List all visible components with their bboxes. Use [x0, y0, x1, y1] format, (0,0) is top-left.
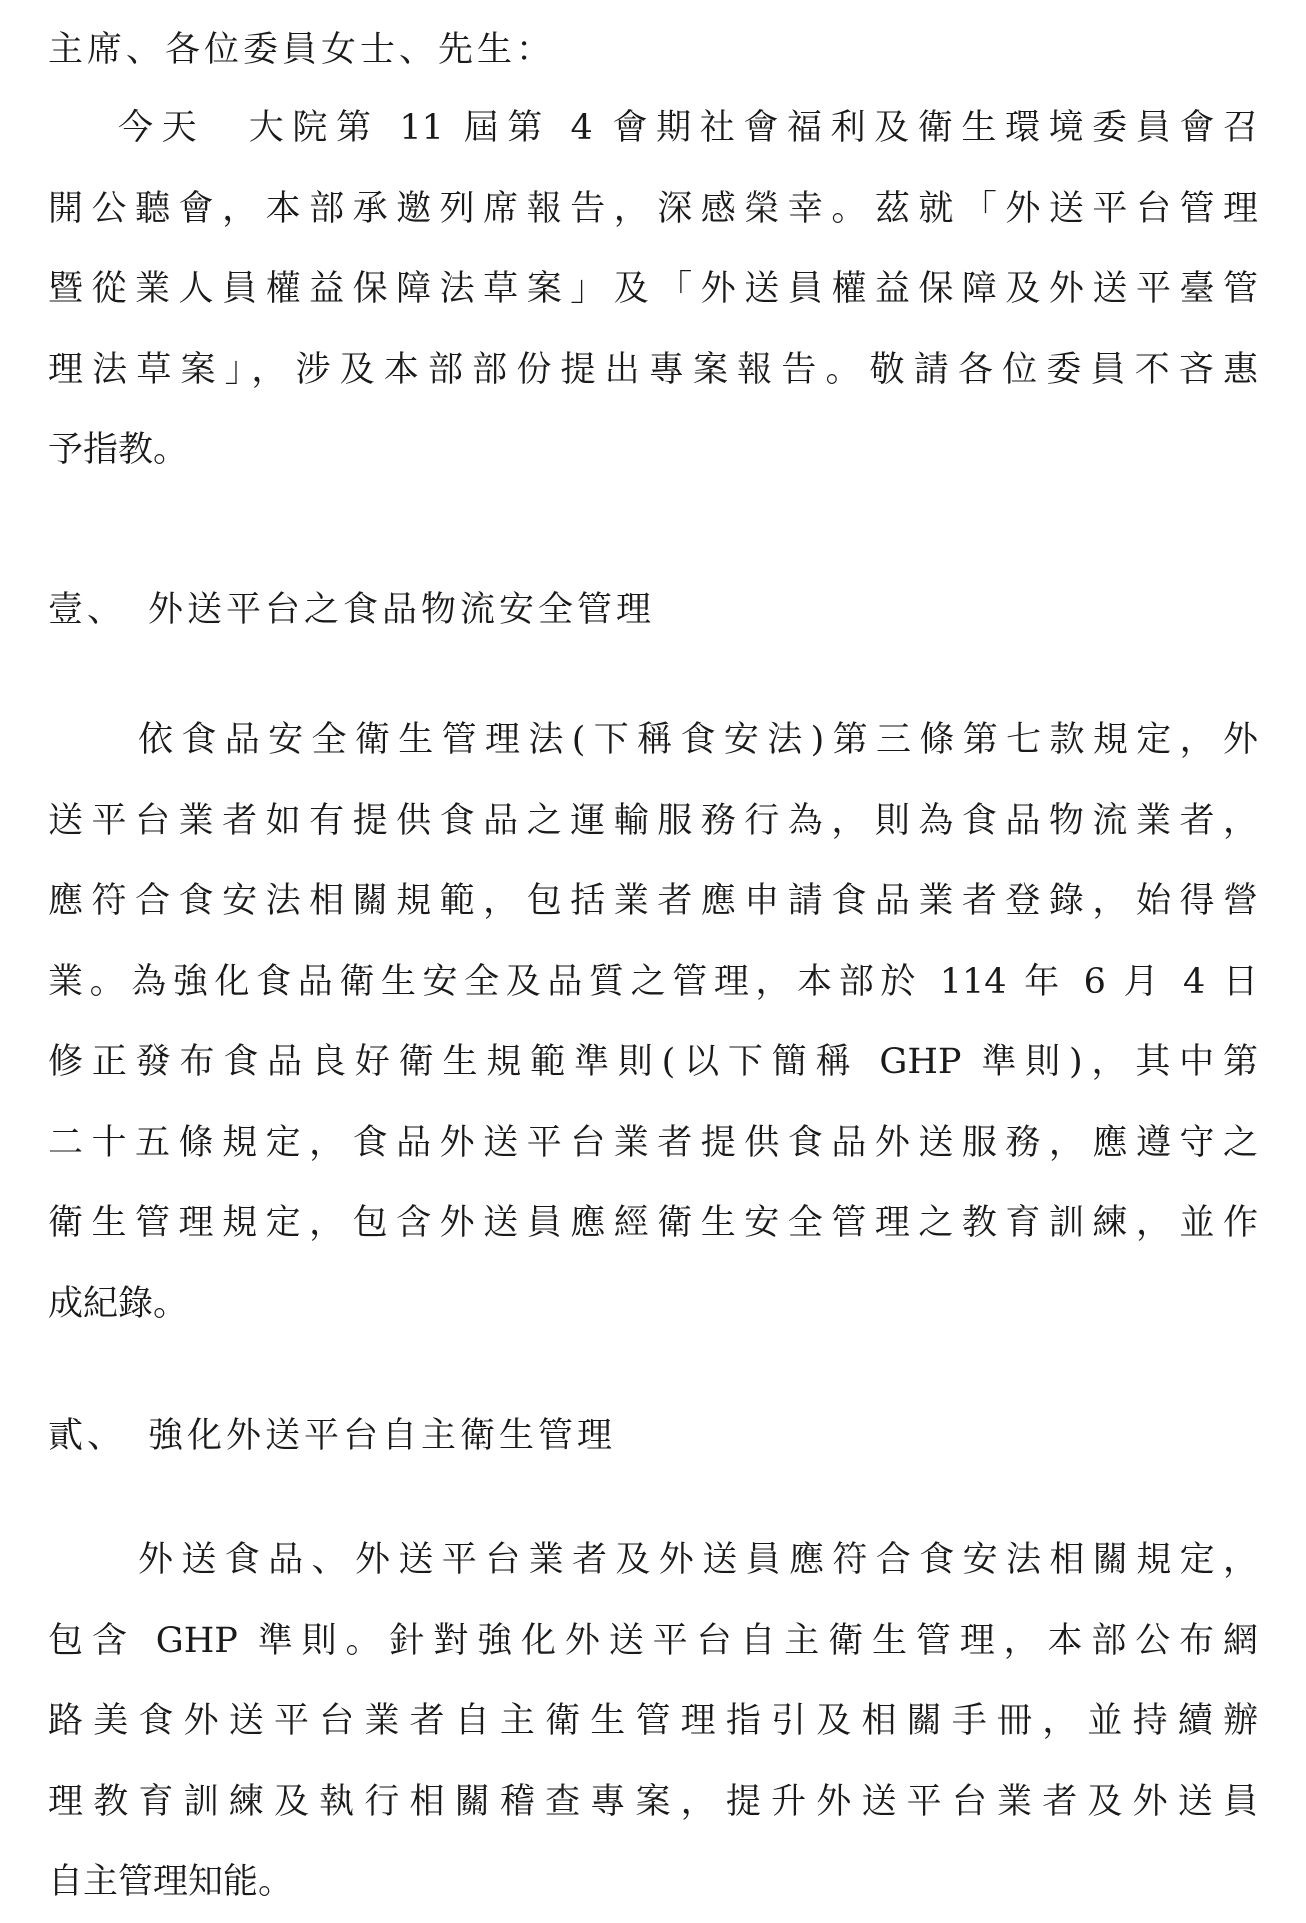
paragraph-line: 修正發布食品良好衛生規範準則(以下簡稱 GHP 準則)，其中第: [48, 1042, 1258, 1082]
paragraph-line: 予指教。: [48, 430, 189, 470]
section-number: 貳、: [48, 1416, 127, 1456]
section-number: 壹、: [48, 590, 127, 630]
section-heading-2: [48, 1408, 616, 1464]
paragraph-line: 暨從業人員權益保障法草案」及「外送員權益保障及外送平臺管: [48, 269, 1258, 309]
paragraph-line: 業。為強化食品衛生安全及品質之管理，本部於 114 年 6 月 4 日: [48, 961, 1258, 1002]
paragraph-line: 外送食品、外送平台業者及外送員應符合食安法相關規定，: [138, 1540, 1258, 1580]
paragraph-line: 二十五條規定，食品外送平台業者提供食品外送服務，應遵守之: [48, 1122, 1258, 1163]
paragraph-line: 理教育訓練及執行相關稽查專案，提升外送平台業者及外送員: [48, 1781, 1258, 1822]
paragraph-line: 理法草案」，涉及本部部份提出專案報告。敬請各位委員不吝惠: [48, 349, 1258, 390]
paragraph-line: 開公聽會，本部承邀列席報告，深感榮幸。茲就「外送平台管理: [48, 188, 1258, 229]
section2-paragraph: [48, 1520, 1258, 1923]
section-title: 強化外送平台自主衛生管理: [148, 1416, 617, 1456]
paragraph-line: 成紀錄。: [48, 1283, 189, 1324]
paragraph-line: 依食品安全衛生管理法(下稱食安法)第三條第七款規定，外: [138, 720, 1258, 760]
section-heading-1: [48, 582, 655, 638]
section-title: 外送平台之食品物流安全管理: [148, 590, 656, 630]
paragraph-line: 今天 大院第 11 屆第 4 會期社會福利及衛生環境委員會召: [118, 108, 1258, 148]
paragraph-line: 自主管理知能。: [48, 1862, 294, 1902]
paragraph-line: 衛生管理規定，包含外送員應經衛生安全管理之教育訓練，並作: [48, 1203, 1258, 1243]
paragraph-line: 送平台業者如有提供食品之運輸服務行為，則為食品物流業者，: [48, 800, 1258, 841]
paragraph-line: 路美食外送平台業者自主衛生管理指引及相關手冊，並持續辦: [48, 1701, 1258, 1741]
paragraph-line: 應符合食安法相關規範，包括業者應申請食品業者登錄，始得營: [48, 881, 1258, 921]
paragraph-line: 包含 GHP 準則。針對強化外送平台自主衛生管理，本部公布網: [48, 1620, 1258, 1661]
intro-paragraph: [48, 88, 1258, 491]
salutation: 主席、各位委員女士、先生：: [48, 30, 556, 70]
section1-paragraph: [48, 700, 1258, 1344]
